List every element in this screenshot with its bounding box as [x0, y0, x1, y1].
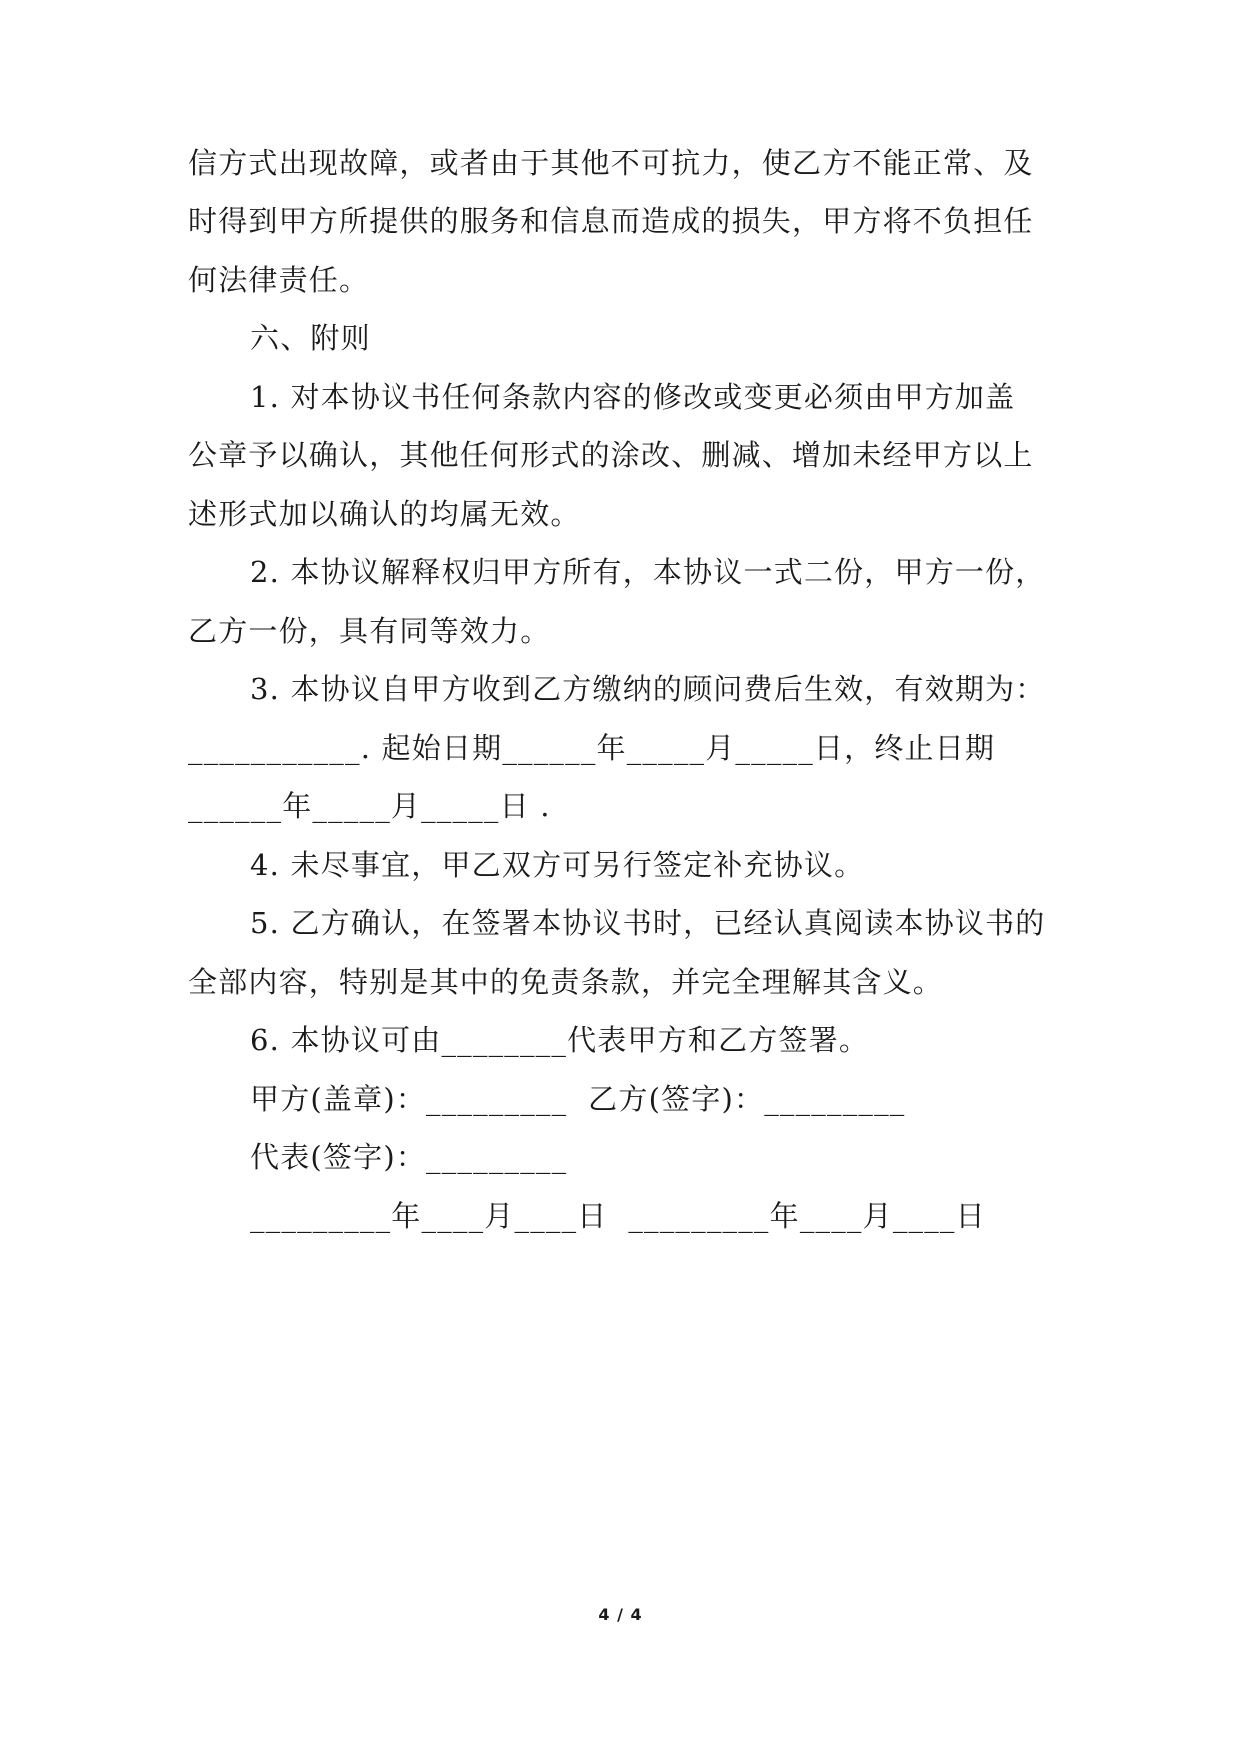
clause-3-date-line: ___________. 起始日期______年_____月_____日，终止日期 [188, 731, 996, 765]
clause-3-line: 3. 本协议自甲方收到乙方缴纳的顾问费后生效，有效期为： [250, 672, 1046, 706]
text-line: 信方式出现故障，或者由于其他不可抗力，使乙方不能正常、及 [188, 146, 1034, 180]
text-line: 何法律责任。 [188, 263, 370, 297]
clause-2-line: 乙方一份，具有同等效力。 [188, 614, 551, 648]
clause-2-line: 2. 本协议解释权归甲方所有，本协议一式二份，甲方一份， [250, 555, 1046, 589]
clause-4-line: 4. 未尽事宜，甲乙双方可另行签定补充协议。 [250, 848, 865, 882]
clause-1-line: 述形式加以确认的均属无效。 [188, 497, 581, 531]
representative-signature-line: 代表(签字)：_________ [250, 1140, 568, 1174]
clause-1-line: 1. 对本协议书任何条款内容的修改或变更必须由甲方加盖 [250, 380, 1016, 414]
clause-5-line: 全部内容，特别是其中的免责条款，并完全理解其含义。 [188, 965, 944, 999]
signature-parties-line: 甲方(盖章)：_________ 乙方(签字)：_________ [250, 1082, 906, 1116]
section-heading: 六、附则 [250, 321, 371, 355]
signature-date-line: _________年____月____日 _________年____月____日 [250, 1199, 986, 1233]
text-line: 时得到甲方所提供的服务和信息而造成的损失，甲方将不负担任 [188, 204, 1034, 238]
clause-6-line: 6. 本协议可由________代表甲方和乙方签署。 [250, 1023, 870, 1057]
clause-5-line: 5. 乙方确认，在签署本协议书时，已经认真阅读本协议书的 [250, 906, 1046, 940]
clause-1-line: 公章予以确认，其他任何形式的涂改、删减、增加未经甲方以上 [188, 438, 1034, 472]
clause-3-date-line: ______年_____月_____日 . [188, 789, 551, 823]
page-number: 4 / 4 [598, 1605, 643, 1624]
